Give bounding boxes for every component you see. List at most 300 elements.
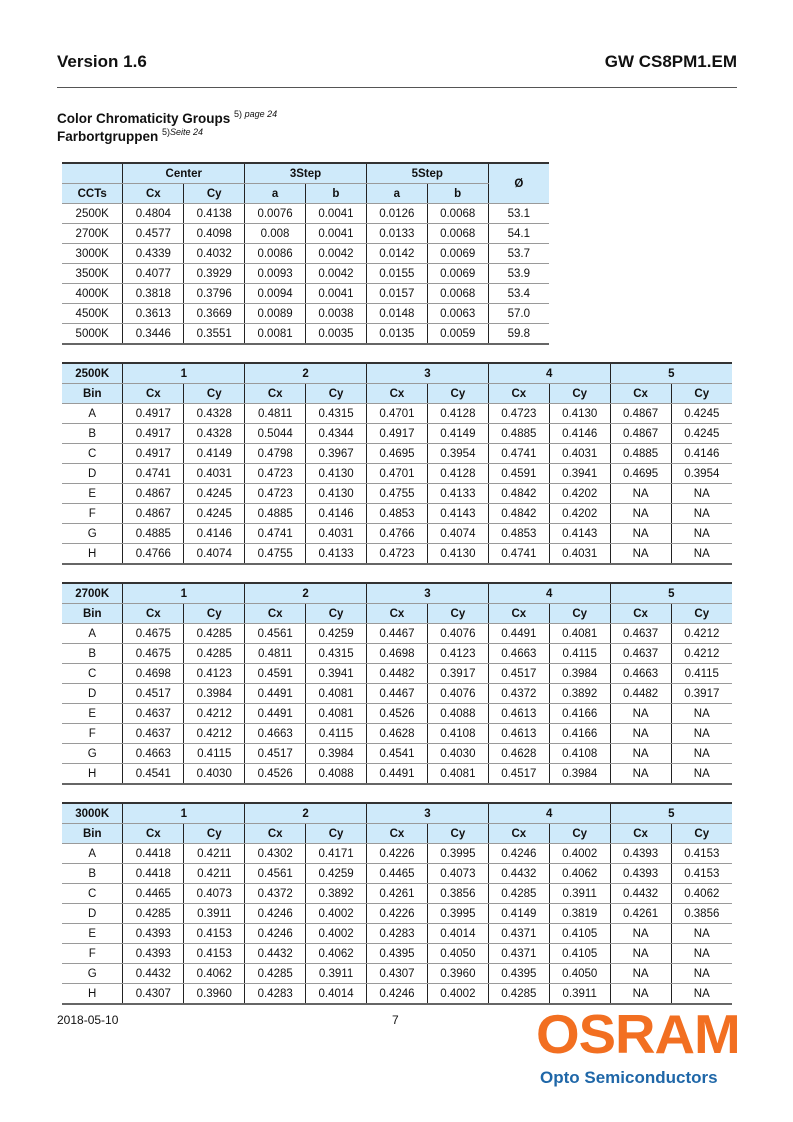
table-cell: 53.7 <box>488 244 549 264</box>
table-row <box>62 624 732 644</box>
table-cell: 0.4088 <box>427 704 488 724</box>
cct-label: 3000K <box>62 244 123 264</box>
column-header: Cy <box>549 384 610 404</box>
table-row <box>62 244 549 264</box>
footnote-ref-de <box>162 127 203 137</box>
group-header: 3Step <box>245 163 367 184</box>
bin-label: D <box>62 904 123 924</box>
table-cell: NA <box>610 744 671 764</box>
table-cell: 0.3954 <box>427 444 488 464</box>
table-cell: 0.4637 <box>123 724 184 744</box>
table-cell: NA <box>610 924 671 944</box>
table-cell: 0.4138 <box>184 204 245 224</box>
table-row <box>62 524 732 544</box>
table-cell: 0.4115 <box>549 644 610 664</box>
table-cell: 0.4146 <box>671 444 732 464</box>
table-cell: 0.0094 <box>245 284 306 304</box>
column-header: Cy <box>549 824 610 844</box>
table-cell: 0.0068 <box>427 204 488 224</box>
table-cell: 0.3446 <box>123 324 184 345</box>
group-header: 3 <box>367 803 489 824</box>
table-cell: 0.3613 <box>123 304 184 324</box>
table-cell: 0.4088 <box>306 764 367 785</box>
table-cell: 0.4541 <box>367 744 428 764</box>
table-cell: NA <box>671 504 732 524</box>
table-cell: 0.4867 <box>610 424 671 444</box>
table-cell: 0.4002 <box>306 904 367 924</box>
table-cell: 0.4245 <box>671 424 732 444</box>
bin-label: E <box>62 484 123 504</box>
table-cell: 0.4393 <box>610 844 671 864</box>
bin-label: F <box>62 944 123 964</box>
table-cell: 0.4561 <box>245 624 306 644</box>
table-cell: 0.3911 <box>549 984 610 1005</box>
table-cell: 0.4226 <box>367 844 428 864</box>
table-cell: 0.4526 <box>245 764 306 785</box>
table-cell: 0.4105 <box>549 944 610 964</box>
header-row-sub <box>62 184 549 204</box>
table-cell: 0.4885 <box>123 524 184 544</box>
table-cell: 0.0093 <box>245 264 306 284</box>
table-cell: 0.4146 <box>306 504 367 524</box>
table-cell: 0.4246 <box>245 924 306 944</box>
table-cell: 0.4867 <box>123 504 184 524</box>
header-row-groups <box>62 363 732 384</box>
table-row <box>62 704 732 724</box>
table-cell: 0.4663 <box>245 724 306 744</box>
table-cell: 0.4393 <box>123 924 184 944</box>
table-cell: 0.4076 <box>427 624 488 644</box>
column-header: CCTs <box>62 184 123 204</box>
column-header: Bin <box>62 824 123 844</box>
table-cell: 0.4014 <box>427 924 488 944</box>
group-header: 5 <box>610 583 732 604</box>
group-header: 2 <box>245 363 367 384</box>
table-cell: NA <box>671 764 732 785</box>
footnote-page: page 24 <box>244 109 278 119</box>
cct-label: 3000K <box>62 803 123 824</box>
table-cell: 0.4917 <box>367 424 428 444</box>
table-cell: 0.4885 <box>245 504 306 524</box>
table-cell: 0.4149 <box>427 424 488 444</box>
table-cell: NA <box>671 724 732 744</box>
table-cell: NA <box>610 524 671 544</box>
table-row <box>62 644 732 664</box>
bin-label: E <box>62 704 123 724</box>
group-header: 1 <box>123 363 245 384</box>
group-header: 5Step <box>366 163 488 184</box>
column-header: Bin <box>62 384 123 404</box>
cct-label: 2700K <box>62 224 123 244</box>
table-cell: 0.4663 <box>488 644 549 664</box>
table-cell: 0.4108 <box>427 724 488 744</box>
table-cell: 0.4246 <box>245 904 306 924</box>
table-cell: NA <box>610 984 671 1005</box>
table-cell: 0.4062 <box>184 964 245 984</box>
table-cell: 0.4245 <box>184 484 245 504</box>
table-cell: 0.4105 <box>549 924 610 944</box>
bin-label: B <box>62 864 123 884</box>
diameter-header: Ø <box>488 163 549 204</box>
table-cell: 0.3856 <box>671 904 732 924</box>
group-header: 2 <box>245 803 367 824</box>
column-header: Cx <box>610 604 671 624</box>
table-cell: 0.4432 <box>610 884 671 904</box>
part-number: GW CS8PM1.EM <box>604 52 737 71</box>
table-row <box>62 744 732 764</box>
table-cell: 0.4098 <box>184 224 245 244</box>
table-cell: 0.4613 <box>488 724 549 744</box>
column-header: Cx <box>245 824 306 844</box>
table-cell: 0.4526 <box>367 704 428 724</box>
group-header: 3 <box>367 583 489 604</box>
table-cell: 0.4031 <box>306 524 367 544</box>
column-header: Cy <box>184 604 245 624</box>
column-header: Cx <box>367 824 428 844</box>
table-cell: 0.4246 <box>367 984 428 1005</box>
table-cell: 0.0135 <box>366 324 427 345</box>
table-cell: 0.4285 <box>488 884 549 904</box>
bin-label: D <box>62 684 123 704</box>
column-header: Cy <box>306 604 367 624</box>
bin-table-2700k <box>62 582 732 785</box>
table-cell: 0.4081 <box>306 684 367 704</box>
column-header: Cy <box>427 604 488 624</box>
table-row <box>62 324 549 345</box>
table-cell: 0.4081 <box>549 624 610 644</box>
bin-label: H <box>62 544 123 565</box>
bin-label: H <box>62 984 123 1005</box>
table-cell: 0.4591 <box>245 664 306 684</box>
table-cell: 0.4211 <box>184 864 245 884</box>
table-cell: 0.4418 <box>123 864 184 884</box>
table-cell: 0.4261 <box>367 884 428 904</box>
table-cell: 0.4465 <box>367 864 428 884</box>
header-divider <box>57 87 737 88</box>
table-cell: 0.4259 <box>306 864 367 884</box>
header-row-sub <box>62 384 732 404</box>
table-cell: 0.4146 <box>549 424 610 444</box>
column-header: Cy <box>184 184 245 204</box>
table-cell: 0.0041 <box>306 204 367 224</box>
table-cell: 0.4002 <box>306 924 367 944</box>
bin-label: D <box>62 464 123 484</box>
table-cell: 0.0142 <box>366 244 427 264</box>
table-cell: 0.4285 <box>488 984 549 1005</box>
table-cell: 0.4701 <box>367 404 428 424</box>
table-cell: NA <box>671 484 732 504</box>
table-cell: 0.4074 <box>427 524 488 544</box>
document-version: Version 1.6 <box>57 52 147 71</box>
column-header: Cx <box>488 824 549 844</box>
table-cell: 0.4245 <box>184 504 245 524</box>
table-cell: 0.4130 <box>306 484 367 504</box>
column-header: Cx <box>610 824 671 844</box>
table-cell: 53.9 <box>488 264 549 284</box>
column-header: b <box>306 184 367 204</box>
table-cell: 0.4371 <box>488 944 549 964</box>
table-cell: 0.4261 <box>610 904 671 924</box>
group-header: 5 <box>610 803 732 824</box>
table-cell: 0.008 <box>245 224 306 244</box>
table-cell: 0.4695 <box>367 444 428 464</box>
table-cell: 0.4491 <box>245 684 306 704</box>
table-cell: 0.4395 <box>488 964 549 984</box>
table-cell: NA <box>671 704 732 724</box>
table-cell: 0.4917 <box>123 444 184 464</box>
table-cell: 0.4143 <box>427 504 488 524</box>
table-cell: 0.4517 <box>123 684 184 704</box>
table-cell: 0.3892 <box>549 684 610 704</box>
table-row <box>62 464 732 484</box>
table-cell: 0.4541 <box>123 764 184 785</box>
table-cell: 0.0068 <box>427 224 488 244</box>
table-cell: 0.0041 <box>306 284 367 304</box>
table-cell: 0.4283 <box>367 924 428 944</box>
table-cell: NA <box>671 984 732 1005</box>
table-cell: 0.0157 <box>366 284 427 304</box>
table-cell: 0.0086 <box>245 244 306 264</box>
table-cell: 0.0089 <box>245 304 306 324</box>
table-cell: 0.4307 <box>123 984 184 1005</box>
table-cell: 0.4285 <box>245 964 306 984</box>
bin-label: C <box>62 444 123 464</box>
table-cell: 0.3960 <box>184 984 245 1005</box>
table-cell: 0.3892 <box>306 884 367 904</box>
group-header: 2 <box>245 583 367 604</box>
table-cell: 0.4395 <box>367 944 428 964</box>
table-cell: 0.4393 <box>123 944 184 964</box>
bin-label: H <box>62 764 123 785</box>
table-cell: 0.4149 <box>184 444 245 464</box>
table-cell: 0.4698 <box>367 644 428 664</box>
table-cell: 59.8 <box>488 324 549 345</box>
table-row <box>62 504 732 524</box>
table-cell: 0.4917 <box>123 404 184 424</box>
header-row-sub <box>62 604 732 624</box>
table-row <box>62 664 732 684</box>
bin-label: B <box>62 424 123 444</box>
table-cell: 0.0155 <box>366 264 427 284</box>
table-cell: 0.4202 <box>549 484 610 504</box>
table-cell: 0.4741 <box>488 544 549 565</box>
bin-table-2500k <box>62 362 732 565</box>
column-header: Cx <box>245 604 306 624</box>
table-cell: 0.0133 <box>366 224 427 244</box>
section-title-de: Farbortgruppen <box>57 129 159 144</box>
table-cell: 0.0069 <box>427 244 488 264</box>
table-cell: 0.4030 <box>427 744 488 764</box>
footnote-page-de: Seite 24 <box>170 127 204 137</box>
column-header: Cy <box>427 824 488 844</box>
table-cell: NA <box>610 544 671 565</box>
bin-label: F <box>62 724 123 744</box>
column-header: Cx <box>123 184 184 204</box>
table-cell: NA <box>610 944 671 964</box>
table-cell: 0.4153 <box>671 844 732 864</box>
group-header: Center <box>123 163 245 184</box>
table-cell: 0.0068 <box>427 284 488 304</box>
table-cell: 0.4245 <box>671 404 732 424</box>
table-cell: 0.4050 <box>427 944 488 964</box>
table-cell: 0.3818 <box>123 284 184 304</box>
table-cell: 53.1 <box>488 204 549 224</box>
table-cell: 0.4663 <box>610 664 671 684</box>
column-header: Cx <box>367 384 428 404</box>
section-title <box>57 109 277 126</box>
table-cell: 0.4285 <box>184 624 245 644</box>
table-cell: 0.4315 <box>306 404 367 424</box>
table-cell: 0.3984 <box>184 684 245 704</box>
table-cell: 0.4153 <box>184 924 245 944</box>
table-cell: 0.4062 <box>549 864 610 884</box>
table-cell: 0.4076 <box>427 684 488 704</box>
header-row-groups <box>62 583 732 604</box>
column-header: Cx <box>123 824 184 844</box>
table-cell: 0.4211 <box>184 844 245 864</box>
table-cell: 0.4418 <box>123 844 184 864</box>
table-row <box>62 544 732 565</box>
bin-label: A <box>62 624 123 644</box>
table-cell: 0.3819 <box>549 904 610 924</box>
cct-label: 3500K <box>62 264 123 284</box>
table-cell: 0.0035 <box>306 324 367 345</box>
table-cell: 0.4171 <box>306 844 367 864</box>
table-cell: 0.4130 <box>427 544 488 565</box>
table-cell: 0.4371 <box>488 924 549 944</box>
table-cell: 0.4128 <box>427 404 488 424</box>
column-header: Cx <box>123 604 184 624</box>
table-cell: 0.4328 <box>184 424 245 444</box>
table-cell: NA <box>671 924 732 944</box>
column-header: Cx <box>123 384 184 404</box>
bin-label: C <box>62 664 123 684</box>
table-cell: 0.4482 <box>367 664 428 684</box>
cct-label: 2700K <box>62 583 123 604</box>
table-cell: 0.4517 <box>488 664 549 684</box>
table-cell: 0.4081 <box>427 764 488 785</box>
table-cell: NA <box>671 964 732 984</box>
column-header: Cx <box>245 384 306 404</box>
column-header: Cy <box>427 384 488 404</box>
table-row <box>62 404 732 424</box>
table-cell: 0.4344 <box>306 424 367 444</box>
table-cell: 0.4073 <box>184 884 245 904</box>
table-cell: 0.4885 <box>488 424 549 444</box>
table-cell: 0.4115 <box>306 724 367 744</box>
bin-label: E <box>62 924 123 944</box>
table-cell: 54.1 <box>488 224 549 244</box>
table-cell: 0.3984 <box>549 664 610 684</box>
table-cell: 0.4212 <box>671 644 732 664</box>
table-cell: 0.4153 <box>671 864 732 884</box>
table-cell: 0.4482 <box>610 684 671 704</box>
table-cell: 0.3917 <box>427 664 488 684</box>
table-row <box>62 424 732 444</box>
table-cell: 0.4143 <box>549 524 610 544</box>
cct-label: 5000K <box>62 324 123 345</box>
column-header: Cy <box>549 604 610 624</box>
table-cell: 0.4166 <box>549 704 610 724</box>
table-cell: NA <box>610 724 671 744</box>
table-row <box>62 984 732 1005</box>
table-cell: 0.3960 <box>427 964 488 984</box>
table-cell: 0.4226 <box>367 904 428 924</box>
table-cell: 0.4637 <box>123 704 184 724</box>
table-row <box>62 924 732 944</box>
table-cell: 0.4285 <box>123 904 184 924</box>
table-cell: 0.4853 <box>367 504 428 524</box>
table-cell: 0.4723 <box>367 544 428 565</box>
table-cell: 0.4062 <box>671 884 732 904</box>
table-cell: 0.4853 <box>488 524 549 544</box>
table-cell: 0.4123 <box>184 664 245 684</box>
table-cell: 0.4798 <box>245 444 306 464</box>
column-header: Cy <box>671 604 732 624</box>
table-cell: 0.4115 <box>184 744 245 764</box>
table-cell: 0.4031 <box>549 544 610 565</box>
table-cell: 0.0041 <box>306 224 367 244</box>
table-cell: 0.4811 <box>245 644 306 664</box>
table-cell: 0.4755 <box>367 484 428 504</box>
table-cell: 0.4081 <box>306 704 367 724</box>
table-cell: 0.4031 <box>184 464 245 484</box>
header-row-groups <box>62 803 732 824</box>
table-cell: 0.4212 <box>671 624 732 644</box>
cct-label: 4000K <box>62 284 123 304</box>
table-row <box>62 724 732 744</box>
header-row-groups <box>62 163 549 184</box>
column-header: a <box>366 184 427 204</box>
column-header: Cy <box>306 824 367 844</box>
table-cell: 0.4675 <box>123 624 184 644</box>
table-cell: 0.3941 <box>549 464 610 484</box>
table-cell: NA <box>671 944 732 964</box>
column-header: Bin <box>62 604 123 624</box>
table-cell: 0.4867 <box>123 484 184 504</box>
table-cell: 0.0042 <box>306 244 367 264</box>
table-cell: 0.4074 <box>184 544 245 565</box>
bin-label: A <box>62 404 123 424</box>
column-header: Cy <box>184 824 245 844</box>
table-cell: 0.4328 <box>184 404 245 424</box>
column-header: Cx <box>488 384 549 404</box>
table-cell: 0.4115 <box>671 664 732 684</box>
table-cell: 0.4153 <box>184 944 245 964</box>
table-row <box>62 284 549 304</box>
bin-label: G <box>62 524 123 544</box>
table-cell: 0.3911 <box>184 904 245 924</box>
table-cell: 0.3995 <box>427 844 488 864</box>
table-cell: 0.4577 <box>123 224 184 244</box>
section-title-en: Color Chromaticity Groups <box>57 111 231 126</box>
column-header: Cx <box>367 604 428 624</box>
table-cell: 0.0081 <box>245 324 306 345</box>
table-cell: 0.3984 <box>549 764 610 785</box>
table-cell: 0.4166 <box>549 724 610 744</box>
header-row-sub <box>62 824 732 844</box>
table-cell: 0.4302 <box>245 844 306 864</box>
table-cell: 0.4867 <box>610 404 671 424</box>
table-cell: 0.4698 <box>123 664 184 684</box>
table-cell: 0.4432 <box>123 964 184 984</box>
table-cell: 0.4050 <box>549 964 610 984</box>
table-cell: 0.4372 <box>488 684 549 704</box>
table-row <box>62 844 732 864</box>
bin-label: C <box>62 884 123 904</box>
table-cell: 0.0076 <box>245 204 306 224</box>
table-cell: NA <box>671 544 732 565</box>
